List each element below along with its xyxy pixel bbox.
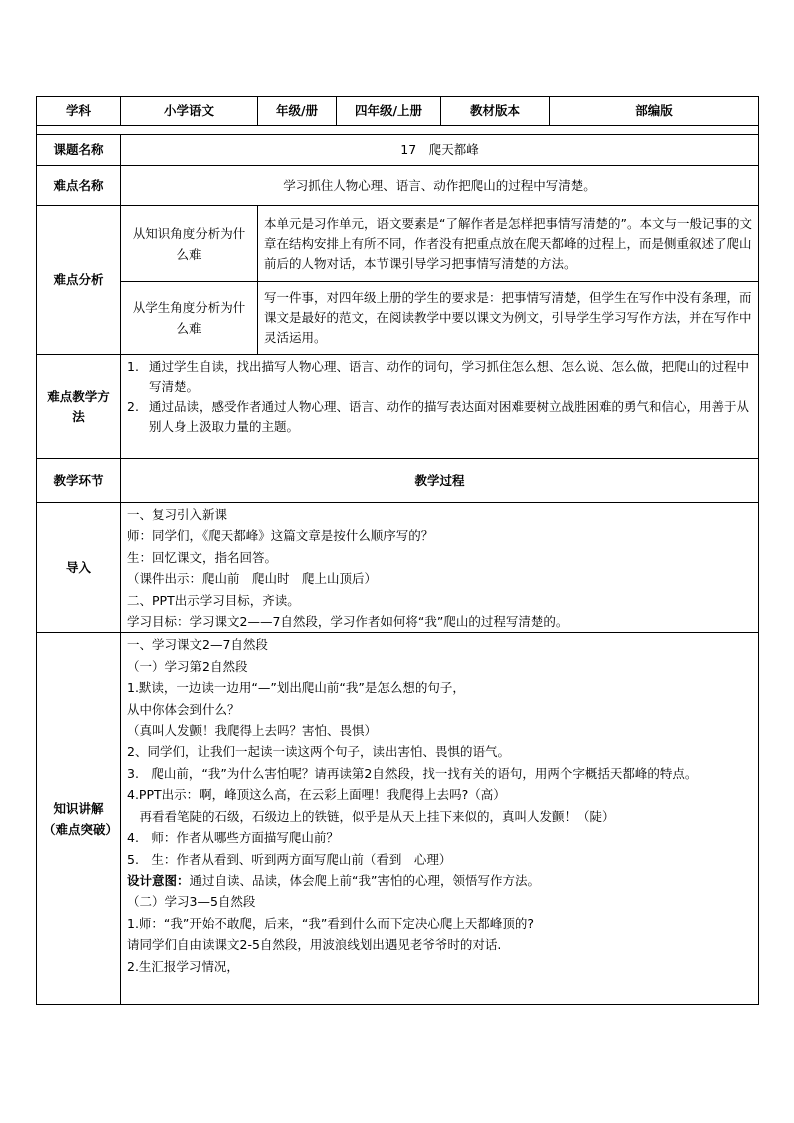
knowledge-line: 再看看笔陡的石级，石级边上的铁链，似乎是从天上挂下来似的，真叫人发颤！（陡） bbox=[127, 808, 615, 824]
method-label: 难点教学方法 bbox=[37, 355, 121, 459]
method-item bbox=[127, 397, 752, 437]
design-intent bbox=[127, 870, 752, 891]
method-item-text: 通过学生自读，找出描写人物心理、语言、动作的词句，学习抓住怎么想、怎么说、怎么做，把爬山的过程中写清楚。 bbox=[149, 359, 750, 394]
knowledge-label: 知识讲解（难点突破） bbox=[37, 633, 121, 1005]
knowledge-line: （真叫人发颤！我爬得上去吗？害怕、畏惧） bbox=[127, 723, 378, 739]
method-item bbox=[127, 357, 752, 397]
knowledge-line: 2.生汇报学习情况， bbox=[127, 958, 239, 974]
analysis-knowledge-row bbox=[37, 206, 759, 282]
lesson-title-label: 课题名称 bbox=[37, 135, 121, 166]
process-label: 教学过程 bbox=[121, 459, 759, 503]
grade-label: 年级/册 bbox=[258, 97, 337, 126]
intro-line: 一、复习引入新课 bbox=[127, 507, 228, 522]
knowledge-line: 3. 爬山前，“我”为什么害怕呢？请再读第2自然段，找一找有关的语句，用两个字概括天都峰的特点。 bbox=[127, 765, 698, 781]
design-intent-text: 通过自读、品读，体会爬上前“我”害怕的心理，领悟写作方法。 bbox=[189, 872, 540, 888]
knowledge-line: 请同学们自由读课文2-5自然段，用波浪线划出遇见老爷爷时的对话. bbox=[127, 937, 502, 953]
stage-label: 教学环节 bbox=[37, 459, 121, 503]
edition-value: 部编版 bbox=[550, 97, 759, 126]
analysis-label: 难点分析 bbox=[37, 206, 121, 355]
method-item-number: 2. bbox=[127, 399, 139, 414]
intro-line: 生：回忆课文，指名回答。 bbox=[127, 549, 278, 565]
intro-line: （课件出示：爬山前 爬山时 爬上山顶后） bbox=[127, 571, 378, 587]
design-intent-label: 设计意图： bbox=[127, 872, 190, 888]
subject-label: 学科 bbox=[37, 97, 121, 126]
knowledge-line: 一、学习课文2—7自然段 bbox=[127, 637, 268, 653]
knowledge-line: （二）学习3—5自然段 bbox=[127, 894, 256, 910]
method-item-text: 通过品读，感受作者通过人物心理、语言、动作的描写表达面对困难要树立战胜困难的勇气和信心，用善于从别人身上汲取力量的主题。 bbox=[149, 399, 750, 434]
grade-value: 四年级/上册 bbox=[337, 97, 441, 126]
intro-label: 导入 bbox=[37, 503, 121, 633]
intro-row bbox=[37, 503, 759, 633]
lesson-title-value: 17 爬天都峰 bbox=[121, 135, 759, 166]
knowledge-line: （一）学习第2自然段 bbox=[127, 658, 248, 674]
knowledge-line: 2、同学们，让我们一起读一读这两个句子，读出害怕、畏惧的语气。 bbox=[127, 744, 510, 760]
process-header-row bbox=[37, 459, 759, 503]
difficulty-name-value: 学习抓住人物心理、语言、动作把爬山的过程中写清楚。 bbox=[121, 166, 759, 206]
method-item-number: 1. bbox=[127, 359, 139, 374]
method-row bbox=[37, 355, 759, 459]
method-content bbox=[121, 355, 759, 459]
lesson-title-row bbox=[37, 135, 759, 166]
intro-line: 二、PPT出示学习目标，齐读。 bbox=[127, 592, 300, 608]
spacer-row bbox=[37, 126, 759, 135]
knowledge-line: 5. 生：作者从看到、听到两方面写爬山前（看到 心理） bbox=[127, 851, 452, 867]
knowledge-line: 从中你体会到什么？ bbox=[127, 701, 240, 717]
student-angle-label: 从学生角度分析为什么难 bbox=[121, 282, 258, 355]
knowledge-line: 1.默读，一边读一边用“—”划出爬山前“我”是怎么想的句子， bbox=[127, 680, 465, 696]
analysis-student-row bbox=[37, 282, 759, 355]
knowledge-angle-text: 本单元是习作单元，语文要素是“了解作者是怎样把事情写清楚的”。本文与一般记事的文章在结构安排上有所不同，作者没有把重点放在爬天都峰的过程上，而是侧重叙述了爬山前后的人物对话，本节课引导学习把事情写清楚的方法。 bbox=[258, 206, 759, 282]
knowledge-angle-label: 从知识角度分析为什么难 bbox=[121, 206, 258, 282]
lesson-plan-table bbox=[36, 96, 759, 1005]
difficulty-name-row bbox=[37, 166, 759, 206]
subject-value: 小学语文 bbox=[121, 97, 258, 126]
header-row bbox=[37, 97, 759, 126]
difficulty-name-label: 难点名称 bbox=[37, 166, 121, 206]
knowledge-line: 1.师：“我”开始不敢爬，后来，“我”看到什么而下定决心爬上天都峰顶的? bbox=[127, 915, 534, 931]
intro-line: 学习目标：学习课文2——7自然段，学习作者如何将“我”爬山的过程写清楚的。 bbox=[127, 614, 569, 630]
knowledge-content bbox=[121, 633, 759, 1005]
knowledge-row bbox=[37, 633, 759, 1005]
knowledge-line: 4. 师：作者从哪些方面描写爬山前？ bbox=[127, 830, 339, 846]
edition-label: 教材版本 bbox=[441, 97, 550, 126]
intro-content bbox=[121, 503, 759, 633]
intro-line: 师：同学们，《爬天都峰》这篇文章是按什么顺序写的？ bbox=[127, 528, 434, 544]
lesson-plan-page bbox=[36, 96, 758, 1005]
student-angle-text: 写一件事，对四年级上册的学生的要求是：把事情写清楚，但学生在写作中没有条理，而课文是最好的范文，在阅读教学中要以课文为例文，引导学生学习写作方法，并在写作中灵活运用。 bbox=[258, 282, 759, 355]
knowledge-line: 4.PPT出示：啊，峰顶这么高，在云彩上面哩！我爬得上去吗?（高） bbox=[127, 787, 506, 803]
